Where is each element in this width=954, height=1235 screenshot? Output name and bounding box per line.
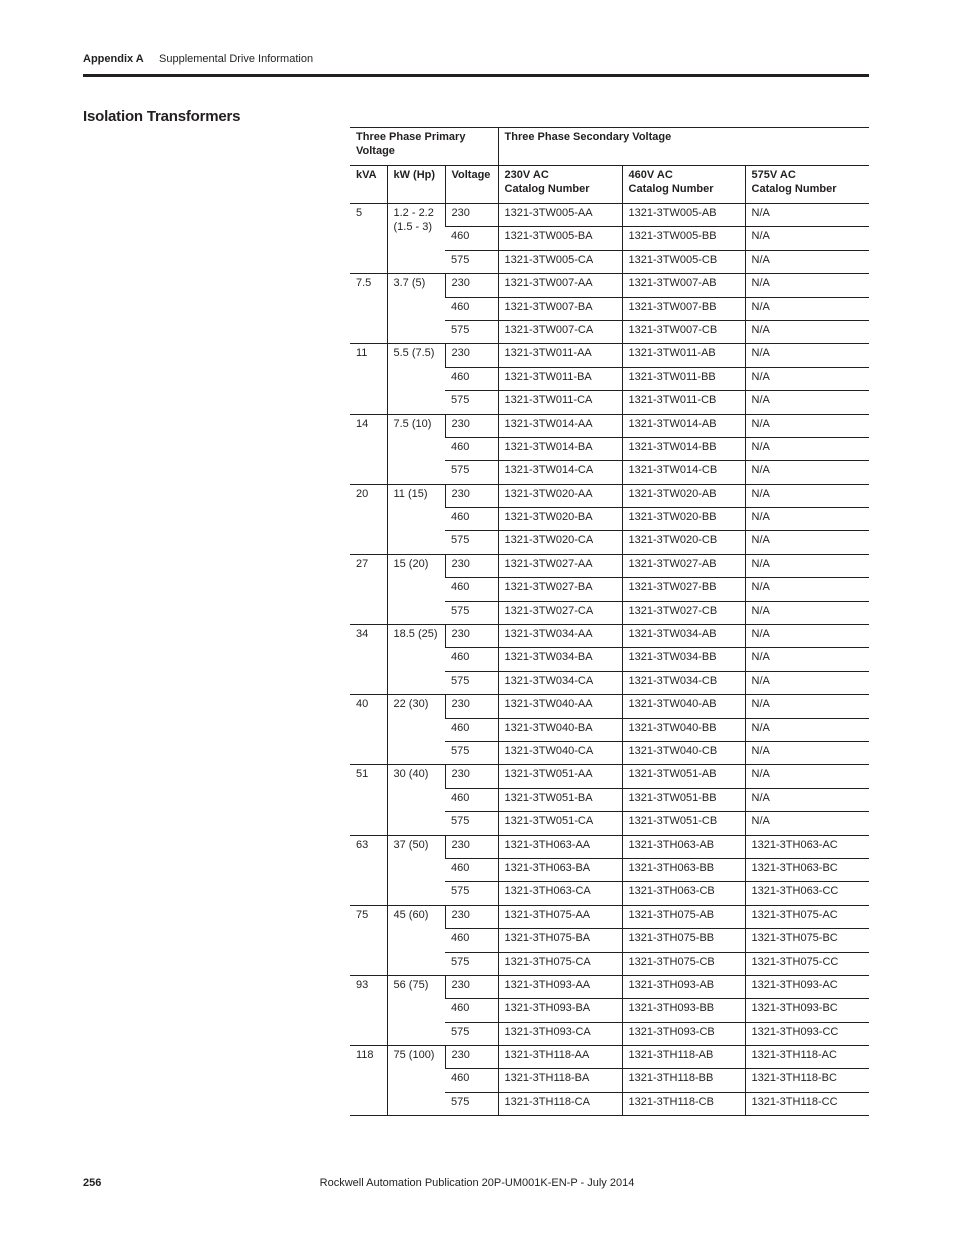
catalog-460v-cell: 1321-3TW040-BB <box>622 718 745 741</box>
table-row <box>350 695 869 718</box>
catalog-460v-cell: 1321-3TW051-AB <box>622 765 745 788</box>
catalog-460v-cell: 1321-3TW020-AB <box>622 484 745 507</box>
catalog-575v-cell: N/A <box>745 461 869 484</box>
catalog-230v-cell: 1321-3TW005-BA <box>498 227 622 250</box>
running-header <box>83 53 314 65</box>
voltage-cell: 460 <box>445 227 498 250</box>
catalog-575v-cell: 1321-3TH118-BC <box>745 1069 869 1092</box>
voltage-cell: 230 <box>445 835 498 858</box>
catalog-575v-cell: N/A <box>745 204 869 227</box>
kw-hp-cell: 37 (50) <box>387 835 445 905</box>
table-row <box>350 414 869 437</box>
kva-cell: 11 <box>350 344 387 414</box>
kva-cell: 118 <box>350 1046 387 1116</box>
catalog-575v-cell: N/A <box>745 671 869 694</box>
catalog-460v-cell: 1321-3TH093-AB <box>622 975 745 998</box>
table-row <box>350 484 869 507</box>
catalog-460v-cell: 1321-3TH075-CB <box>622 952 745 975</box>
catalog-575v-cell: N/A <box>745 414 869 437</box>
catalog-460v-cell: 1321-3TH075-BB <box>622 929 745 952</box>
catalog-230v-cell: 1321-3TH063-AA <box>498 835 622 858</box>
voltage-cell: 575 <box>445 812 498 835</box>
voltage-cell: 230 <box>445 765 498 788</box>
catalog-460v-cell: 1321-3TW034-BB <box>622 648 745 671</box>
catalog-230v-cell: 1321-3TH118-AA <box>498 1046 622 1069</box>
kva-cell: 27 <box>350 554 387 624</box>
catalog-230v-cell: 1321-3TW020-BA <box>498 508 622 531</box>
catalog-460v-cell: 1321-3TW011-BB <box>622 367 745 390</box>
catalog-575v-cell: N/A <box>745 391 869 414</box>
catalog-230v-cell: 1321-3TH075-CA <box>498 952 622 975</box>
catalog-575v-cell: 1321-3TH093-CC <box>745 1022 869 1045</box>
catalog-575v-cell: 1321-3TH118-CC <box>745 1092 869 1115</box>
catalog-230v-cell: 1321-3TW005-AA <box>498 204 622 227</box>
voltage-cell: 230 <box>445 695 498 718</box>
catalog-230v-cell: 1321-3TW040-BA <box>498 718 622 741</box>
table-row <box>350 274 869 297</box>
voltage-cell: 230 <box>445 344 498 367</box>
voltage-cell: 230 <box>445 554 498 577</box>
catalog-460v-cell: 1321-3TW007-AB <box>622 274 745 297</box>
voltage-cell: 575 <box>445 1022 498 1045</box>
catalog-230v-header: 230V AC Catalog Number <box>498 166 622 204</box>
voltage-cell: 575 <box>445 741 498 764</box>
catalog-230v-cell: 1321-3TH063-CA <box>498 882 622 905</box>
catalog-230v-cell: 1321-3TW051-AA <box>498 765 622 788</box>
voltage-cell: 575 <box>445 882 498 905</box>
catalog-230v-cell: 1321-3TH118-CA <box>498 1092 622 1115</box>
catalog-230v-cell: 1321-3TH063-BA <box>498 858 622 881</box>
catalog-230v-cell: 1321-3TH093-CA <box>498 1022 622 1045</box>
kw-hp-cell: 1.2 - 2.2 (1.5 - 3) <box>387 204 445 274</box>
catalog-575v-cell: N/A <box>745 531 869 554</box>
voltage-cell: 460 <box>445 858 498 881</box>
catalog-230v-cell: 1321-3TW034-AA <box>498 625 622 648</box>
catalog-230v-cell: 1321-3TW051-BA <box>498 788 622 811</box>
header-rule <box>83 74 869 77</box>
table-row <box>350 835 869 858</box>
catalog-575v-header: 575V AC Catalog Number <box>745 166 869 204</box>
publication-footer: Rockwell Automation Publication 20P-UM001K-EN-P - July 2014 <box>319 1177 635 1189</box>
catalog-460v-cell: 1321-3TW005-CB <box>622 250 745 273</box>
voltage-cell: 230 <box>445 625 498 648</box>
catalog-575v-cell: N/A <box>745 601 869 624</box>
catalog-575v-cell: N/A <box>745 695 869 718</box>
voltage-cell: 230 <box>445 414 498 437</box>
catalog-460v-cell: 1321-3TH063-BB <box>622 858 745 881</box>
voltage-cell: 575 <box>445 461 498 484</box>
catalog-575v-cell: N/A <box>745 437 869 460</box>
catalog-575v-cell: N/A <box>745 508 869 531</box>
catalog-575v-cell: N/A <box>745 765 869 788</box>
catalog-230v-cell: 1321-3TH093-AA <box>498 975 622 998</box>
catalog-575v-cell: N/A <box>745 320 869 343</box>
voltage-cell: 460 <box>445 788 498 811</box>
catalog-460v-cell: 1321-3TW011-AB <box>622 344 745 367</box>
catalog-460v-cell: 1321-3TW014-CB <box>622 461 745 484</box>
catalog-230v-cell: 1321-3TW027-CA <box>498 601 622 624</box>
catalog-575v-cell: N/A <box>745 367 869 390</box>
catalog-575v-cell: 1321-3TH093-BC <box>745 999 869 1022</box>
catalog-575v-cell: 1321-3TH075-AC <box>745 905 869 928</box>
catalog-460v-cell: 1321-3TW020-BB <box>622 508 745 531</box>
catalog-230v-cell: 1321-3TH093-BA <box>498 999 622 1022</box>
catalog-460v-cell: 1321-3TH118-AB <box>622 1046 745 1069</box>
catalog-460v-cell: 1321-3TW051-CB <box>622 812 745 835</box>
section-label: Supplemental Drive Information <box>159 53 314 65</box>
catalog-575v-cell: N/A <box>745 578 869 601</box>
catalog-575v-cell: N/A <box>745 625 869 648</box>
kw-hp-cell: 30 (40) <box>387 765 445 835</box>
kw-hp-cell: 11 (15) <box>387 484 445 554</box>
catalog-230v-cell: 1321-3TH118-BA <box>498 1069 622 1092</box>
voltage-cell: 575 <box>445 531 498 554</box>
catalog-460v-cell: 1321-3TW034-CB <box>622 671 745 694</box>
catalog-230v-cell: 1321-3TW034-BA <box>498 648 622 671</box>
kw-hp-cell: 15 (20) <box>387 554 445 624</box>
table-body <box>350 204 869 1116</box>
catalog-460v-cell: 1321-3TW027-BB <box>622 578 745 601</box>
kw-hp-cell: 3.7 (5) <box>387 274 445 344</box>
catalog-575v-cell: N/A <box>745 812 869 835</box>
catalog-575v-cell: N/A <box>745 648 869 671</box>
kva-header: kVA <box>350 166 387 204</box>
voltage-cell: 575 <box>445 952 498 975</box>
catalog-575v-cell: 1321-3TH063-CC <box>745 882 869 905</box>
voltage-cell: 230 <box>445 274 498 297</box>
voltage-cell: 460 <box>445 929 498 952</box>
catalog-575v-cell: N/A <box>745 227 869 250</box>
catalog-575v-cell: 1321-3TH093-AC <box>745 975 869 998</box>
voltage-cell: 230 <box>445 204 498 227</box>
catalog-460v-cell: 1321-3TW007-BB <box>622 297 745 320</box>
catalog-230v-cell: 1321-3TW020-AA <box>498 484 622 507</box>
catalog-575v-cell: N/A <box>745 250 869 273</box>
voltage-cell: 460 <box>445 578 498 601</box>
voltage-cell: 575 <box>445 671 498 694</box>
catalog-230v-cell: 1321-3TW011-CA <box>498 391 622 414</box>
kw-hp-header: kW (Hp) <box>387 166 445 204</box>
voltage-cell: 460 <box>445 367 498 390</box>
catalog-230v-cell: 1321-3TW040-CA <box>498 741 622 764</box>
catalog-575v-cell: N/A <box>745 274 869 297</box>
catalog-460v-cell: 1321-3TW051-BB <box>622 788 745 811</box>
kw-hp-cell: 22 (30) <box>387 695 445 765</box>
voltage-cell: 460 <box>445 1069 498 1092</box>
table-row <box>350 625 869 648</box>
voltage-cell: 230 <box>445 905 498 928</box>
catalog-460v-cell: 1321-3TW027-CB <box>622 601 745 624</box>
table-row <box>350 344 869 367</box>
voltage-cell: 575 <box>445 601 498 624</box>
catalog-230v-cell: 1321-3TW014-AA <box>498 414 622 437</box>
voltage-cell: 460 <box>445 718 498 741</box>
catalog-575v-cell: N/A <box>745 741 869 764</box>
catalog-460v-cell: 1321-3TW005-BB <box>622 227 745 250</box>
catalog-230v-cell: 1321-3TW027-BA <box>498 578 622 601</box>
kva-cell: 51 <box>350 765 387 835</box>
kva-cell: 20 <box>350 484 387 554</box>
table-row <box>350 204 869 227</box>
table-row <box>350 975 869 998</box>
kva-cell: 7.5 <box>350 274 387 344</box>
section-title: Isolation Transformers <box>83 108 241 125</box>
catalog-460v-cell: 1321-3TW011-CB <box>622 391 745 414</box>
voltage-cell: 230 <box>445 484 498 507</box>
table-row <box>350 905 869 928</box>
catalog-230v-cell: 1321-3TW011-BA <box>498 367 622 390</box>
catalog-575v-cell: N/A <box>745 788 869 811</box>
catalog-460v-cell: 1321-3TH093-CB <box>622 1022 745 1045</box>
catalog-575v-cell: N/A <box>745 297 869 320</box>
secondary-voltage-header: Three Phase Secondary Voltage <box>498 128 869 166</box>
voltage-cell: 460 <box>445 297 498 320</box>
kva-cell: 75 <box>350 905 387 975</box>
catalog-230v-cell: 1321-3TW014-CA <box>498 461 622 484</box>
catalog-575v-cell: 1321-3TH063-AC <box>745 835 869 858</box>
kw-hp-cell: 45 (60) <box>387 905 445 975</box>
voltage-cell: 575 <box>445 320 498 343</box>
catalog-230v-cell: 1321-3TW014-BA <box>498 437 622 460</box>
catalog-230v-cell: 1321-3TW040-AA <box>498 695 622 718</box>
catalog-230v-cell: 1321-3TW007-AA <box>498 274 622 297</box>
catalog-460v-cell: 1321-3TH118-CB <box>622 1092 745 1115</box>
primary-voltage-header: Three Phase Primary Voltage <box>350 128 498 166</box>
kw-hp-cell: 75 (100) <box>387 1046 445 1116</box>
catalog-460v-cell: 1321-3TW040-AB <box>622 695 745 718</box>
catalog-575v-cell: N/A <box>745 344 869 367</box>
catalog-460v-cell: 1321-3TH093-BB <box>622 999 745 1022</box>
catalog-575v-cell: 1321-3TH063-BC <box>745 858 869 881</box>
page-number: 256 <box>83 1177 102 1189</box>
voltage-cell: 575 <box>445 391 498 414</box>
catalog-230v-cell: 1321-3TW020-CA <box>498 531 622 554</box>
kw-hp-cell: 5.5 (7.5) <box>387 344 445 414</box>
catalog-575v-cell: 1321-3TH075-CC <box>745 952 869 975</box>
kw-hp-cell: 18.5 (25) <box>387 625 445 695</box>
catalog-460v-cell: 1321-3TW020-CB <box>622 531 745 554</box>
catalog-575v-cell: 1321-3TH075-BC <box>745 929 869 952</box>
catalog-460v-cell: 1321-3TW014-BB <box>622 437 745 460</box>
voltage-cell: 460 <box>445 999 498 1022</box>
voltage-cell: 575 <box>445 1092 498 1115</box>
kva-cell: 63 <box>350 835 387 905</box>
kva-cell: 40 <box>350 695 387 765</box>
kw-hp-cell: 7.5 (10) <box>387 414 445 484</box>
catalog-460v-cell: 1321-3TH063-AB <box>622 835 745 858</box>
catalog-230v-cell: 1321-3TH075-AA <box>498 905 622 928</box>
catalog-230v-cell: 1321-3TW051-CA <box>498 812 622 835</box>
catalog-460v-cell: 1321-3TH063-CB <box>622 882 745 905</box>
catalog-460v-cell: 1321-3TW040-CB <box>622 741 745 764</box>
appendix-label: Appendix A <box>83 53 144 65</box>
catalog-575v-cell: 1321-3TH118-AC <box>745 1046 869 1069</box>
voltage-cell: 230 <box>445 975 498 998</box>
table-row <box>350 765 869 788</box>
catalog-460v-cell: 1321-3TW005-AB <box>622 204 745 227</box>
kva-cell: 14 <box>350 414 387 484</box>
catalog-460v-header: 460V AC Catalog Number <box>622 166 745 204</box>
kva-cell: 93 <box>350 975 387 1045</box>
kw-hp-cell: 56 (75) <box>387 975 445 1045</box>
voltage-cell: 575 <box>445 250 498 273</box>
voltage-cell: 230 <box>445 1046 498 1069</box>
catalog-460v-cell: 1321-3TW014-AB <box>622 414 745 437</box>
catalog-230v-cell: 1321-3TW027-AA <box>498 554 622 577</box>
catalog-575v-cell: N/A <box>745 718 869 741</box>
catalog-575v-cell: N/A <box>745 554 869 577</box>
kva-cell: 5 <box>350 204 387 274</box>
catalog-460v-cell: 1321-3TH118-BB <box>622 1069 745 1092</box>
catalog-230v-cell: 1321-3TW007-BA <box>498 297 622 320</box>
catalog-230v-cell: 1321-3TW011-AA <box>498 344 622 367</box>
table-row <box>350 1046 869 1069</box>
catalog-460v-cell: 1321-3TH075-AB <box>622 905 745 928</box>
catalog-460v-cell: 1321-3TW007-CB <box>622 320 745 343</box>
catalog-460v-cell: 1321-3TW034-AB <box>622 625 745 648</box>
voltage-header: Voltage <box>445 166 498 204</box>
catalog-575v-cell: N/A <box>745 484 869 507</box>
table-row <box>350 554 869 577</box>
kva-cell: 34 <box>350 625 387 695</box>
catalog-230v-cell: 1321-3TW007-CA <box>498 320 622 343</box>
isolation-transformers-table <box>350 127 869 1116</box>
catalog-230v-cell: 1321-3TW005-CA <box>498 250 622 273</box>
catalog-460v-cell: 1321-3TW027-AB <box>622 554 745 577</box>
catalog-230v-cell: 1321-3TH075-BA <box>498 929 622 952</box>
catalog-230v-cell: 1321-3TW034-CA <box>498 671 622 694</box>
voltage-cell: 460 <box>445 508 498 531</box>
voltage-cell: 460 <box>445 437 498 460</box>
voltage-cell: 460 <box>445 648 498 671</box>
